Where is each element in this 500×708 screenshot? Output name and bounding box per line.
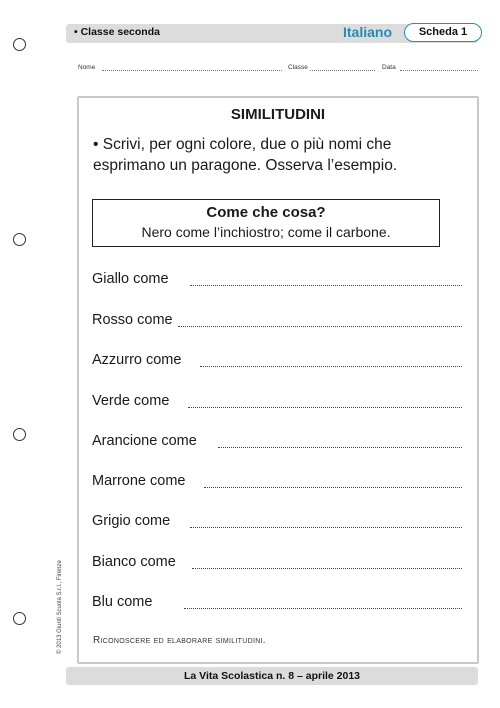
color-prompt: Bianco come [92, 554, 176, 570]
color-prompt: Arancione come [92, 433, 197, 449]
color-prompt: Verde come [92, 393, 170, 409]
answer-field[interactable] [190, 285, 462, 286]
binder-hole [13, 38, 26, 51]
example-box [92, 199, 440, 247]
instruction-text: • Scrivi, per ogni colore, due o più nomi che esprimano un paragone. Osserva l’esempio. [93, 136, 398, 174]
answer-line [92, 312, 462, 332]
answer-field[interactable] [204, 487, 462, 488]
class-level-label: • Classe seconda [74, 26, 160, 38]
color-prompt: Giallo come [92, 271, 169, 287]
answer-line [92, 433, 462, 453]
name-label: Nome [78, 64, 96, 71]
answer-line [92, 594, 462, 614]
class-field[interactable] [310, 70, 375, 71]
answer-line [92, 473, 462, 493]
header-bar [66, 24, 478, 43]
date-field[interactable] [400, 70, 478, 71]
sheet-badge: Scheda 1 [404, 23, 482, 42]
example-title: Come che cosa? [206, 204, 326, 221]
binder-hole [13, 233, 26, 246]
subject-label: Italiano [342, 24, 392, 40]
footer-bar: La Vita Scolastica n. 8 – aprile 2013 [66, 667, 478, 685]
example-text: Nero come l’inchiostro; come il carbone. [141, 224, 391, 240]
exercise-card [77, 96, 479, 664]
answer-field[interactable] [188, 407, 462, 408]
answer-field[interactable] [178, 326, 462, 327]
learning-goal-note: Riconoscere ed elaborare similitudini. [93, 635, 266, 646]
answer-line [92, 352, 462, 372]
color-prompt: Rosso come [92, 312, 173, 328]
color-prompt: Blu come [92, 594, 153, 610]
color-prompt: Marrone come [92, 473, 186, 489]
binder-hole [13, 612, 26, 625]
date-label: Data [382, 64, 396, 71]
answer-field[interactable] [200, 366, 462, 367]
name-field[interactable] [102, 70, 282, 71]
class-label: Classe [288, 64, 308, 71]
answer-line [92, 513, 462, 533]
answer-field[interactable] [218, 447, 462, 448]
binder-hole [13, 428, 26, 441]
answer-field[interactable] [184, 608, 462, 609]
answer-line [92, 554, 462, 574]
color-prompt: Grigio come [92, 513, 171, 529]
copyright-note: © 2013 Giunti Scuola S.r.l., Firenze [57, 560, 63, 654]
exercise-title: SIMILITUDINI [230, 106, 326, 123]
answer-field[interactable] [192, 568, 462, 569]
color-prompt: Azzurro come [92, 352, 182, 368]
answer-line [92, 393, 462, 413]
answer-line [92, 271, 462, 291]
answer-field[interactable] [190, 527, 462, 528]
student-info-row [78, 64, 478, 76]
